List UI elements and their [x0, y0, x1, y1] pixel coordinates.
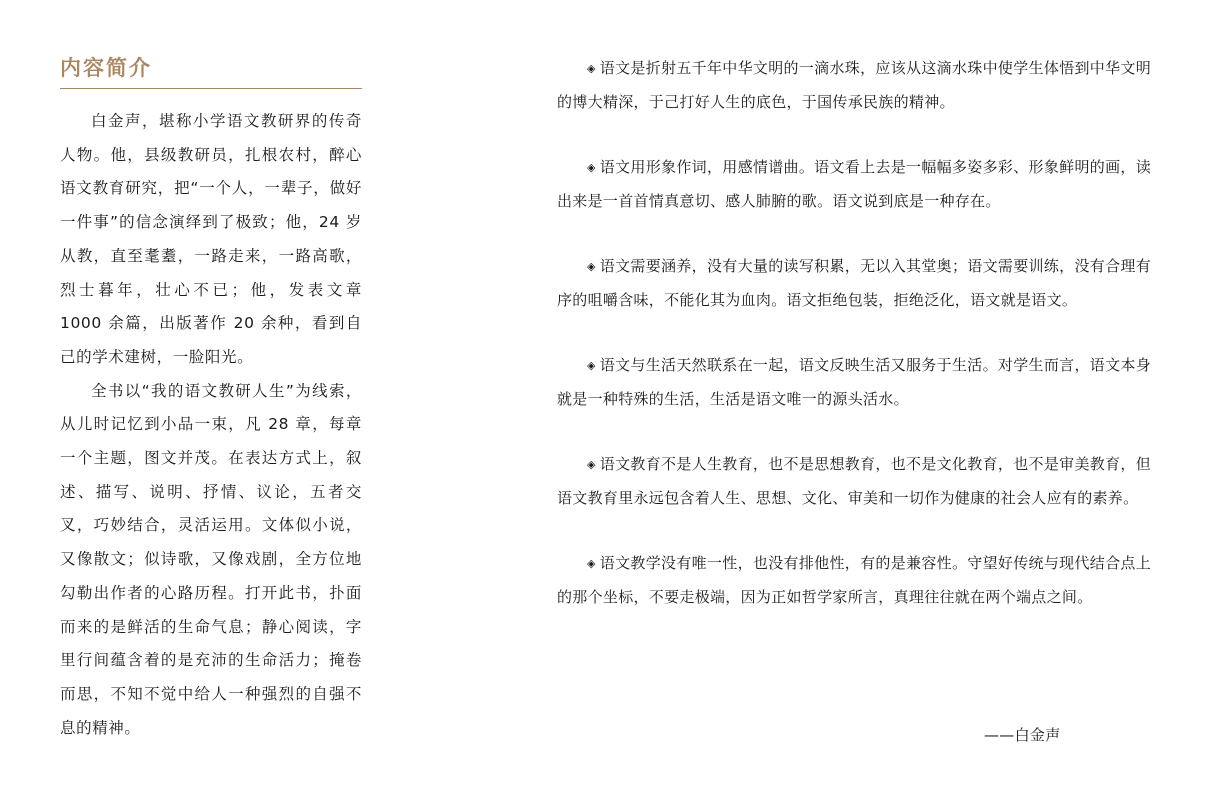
intro-heading: 内容简介	[60, 52, 362, 89]
diamond-bullet-icon: ◈	[587, 260, 596, 273]
diamond-bullet-icon: ◈	[587, 161, 596, 174]
quotes-column	[557, 52, 1151, 744]
diamond-bullet-icon: ◈	[587, 458, 596, 471]
quote-4	[557, 349, 1151, 416]
quote-5	[557, 448, 1151, 515]
intro-paragraph-1: 白金声，堪称小学语文教研界的传奇人物。他，县级教研员，扎根农村，醉心语文教育研究，把“一个人，一辈子，做好一件事”的信念演绎到了极致；他，24 岁从教，直至耄耋，一路走来，一路高歌，烈士暮年，壮心不已；他，发表文章 1000 余篇，出版著作 20 余种，看到自己的学术建树，一脸阳光。	[60, 112, 362, 366]
intro-column	[60, 52, 362, 745]
quote-text: 语文需要涵养，没有大量的读写积累，无以入其堂奥；语文需要训练，没有合理有序的咀嚼含味，不能化其为血肉。语文拒绝包装，拒绝泛化，语文就是语文。	[557, 257, 1151, 309]
quote-6	[557, 547, 1151, 614]
quote-text: 语文用形象作词，用感情谱曲。语文看上去是一幅幅多姿多彩、形象鲜明的画，读出来是一首首情真意切、感人肺腑的歌。语文说到底是一种存在。	[557, 158, 1151, 210]
diamond-bullet-icon: ◈	[587, 557, 596, 570]
quote-1	[557, 52, 1151, 119]
quote-2	[557, 151, 1151, 218]
quote-text: 语文教学没有唯一性，也没有排他性，有的是兼容性。守望好传统与现代结合点上的那个坐标，不要走极端，因为正如哲学家所言，真理往往就在两个端点之间。	[557, 554, 1151, 606]
diamond-bullet-icon: ◈	[587, 62, 596, 75]
diamond-bullet-icon: ◈	[587, 359, 596, 372]
quote-text: 语文教育不是人生教育，也不是思想教育，也不是文化教育，也不是审美教育，但语文教育里永远包含着人生、思想、文化、审美和一切作为健康的社会人应有的素养。	[557, 455, 1151, 507]
quote-text: 语文是折射五千年中华文明的一滴水珠，应该从这滴水珠中使学生体悟到中华文明的博大精深，于己打好人生的底色，于国传承民族的精神。	[557, 59, 1151, 111]
author-signature: ——白金声	[984, 726, 1061, 744]
intro-paragraph-2: 全书以“我的语文教研人生”为线索，从儿时记忆到小品一束，凡 28 章，每章一个主题，图文并茂。在表达方式上，叙述、描写、说明、抒情、议论，五者交叉，巧妙结合，灵活运用。文体似小说，又像散文；似诗歌，又像戏剧，全方位地勾勒出作者的心路历程。打开此书，扑面而来的是鲜活的生命气息；静心阅读，字里行间蕴含着的是充沛的生命活力；掩卷而思，不知不觉中给人一种强烈的自强不息的精神。	[60, 381, 362, 737]
quote-text: 语文与生活天然联系在一起，语文反映生活又服务于生活。对学生而言，语文本身就是一种特殊的生活，生活是语文唯一的源头活水。	[557, 356, 1151, 408]
quote-3	[557, 250, 1151, 317]
intro-body	[60, 105, 362, 745]
